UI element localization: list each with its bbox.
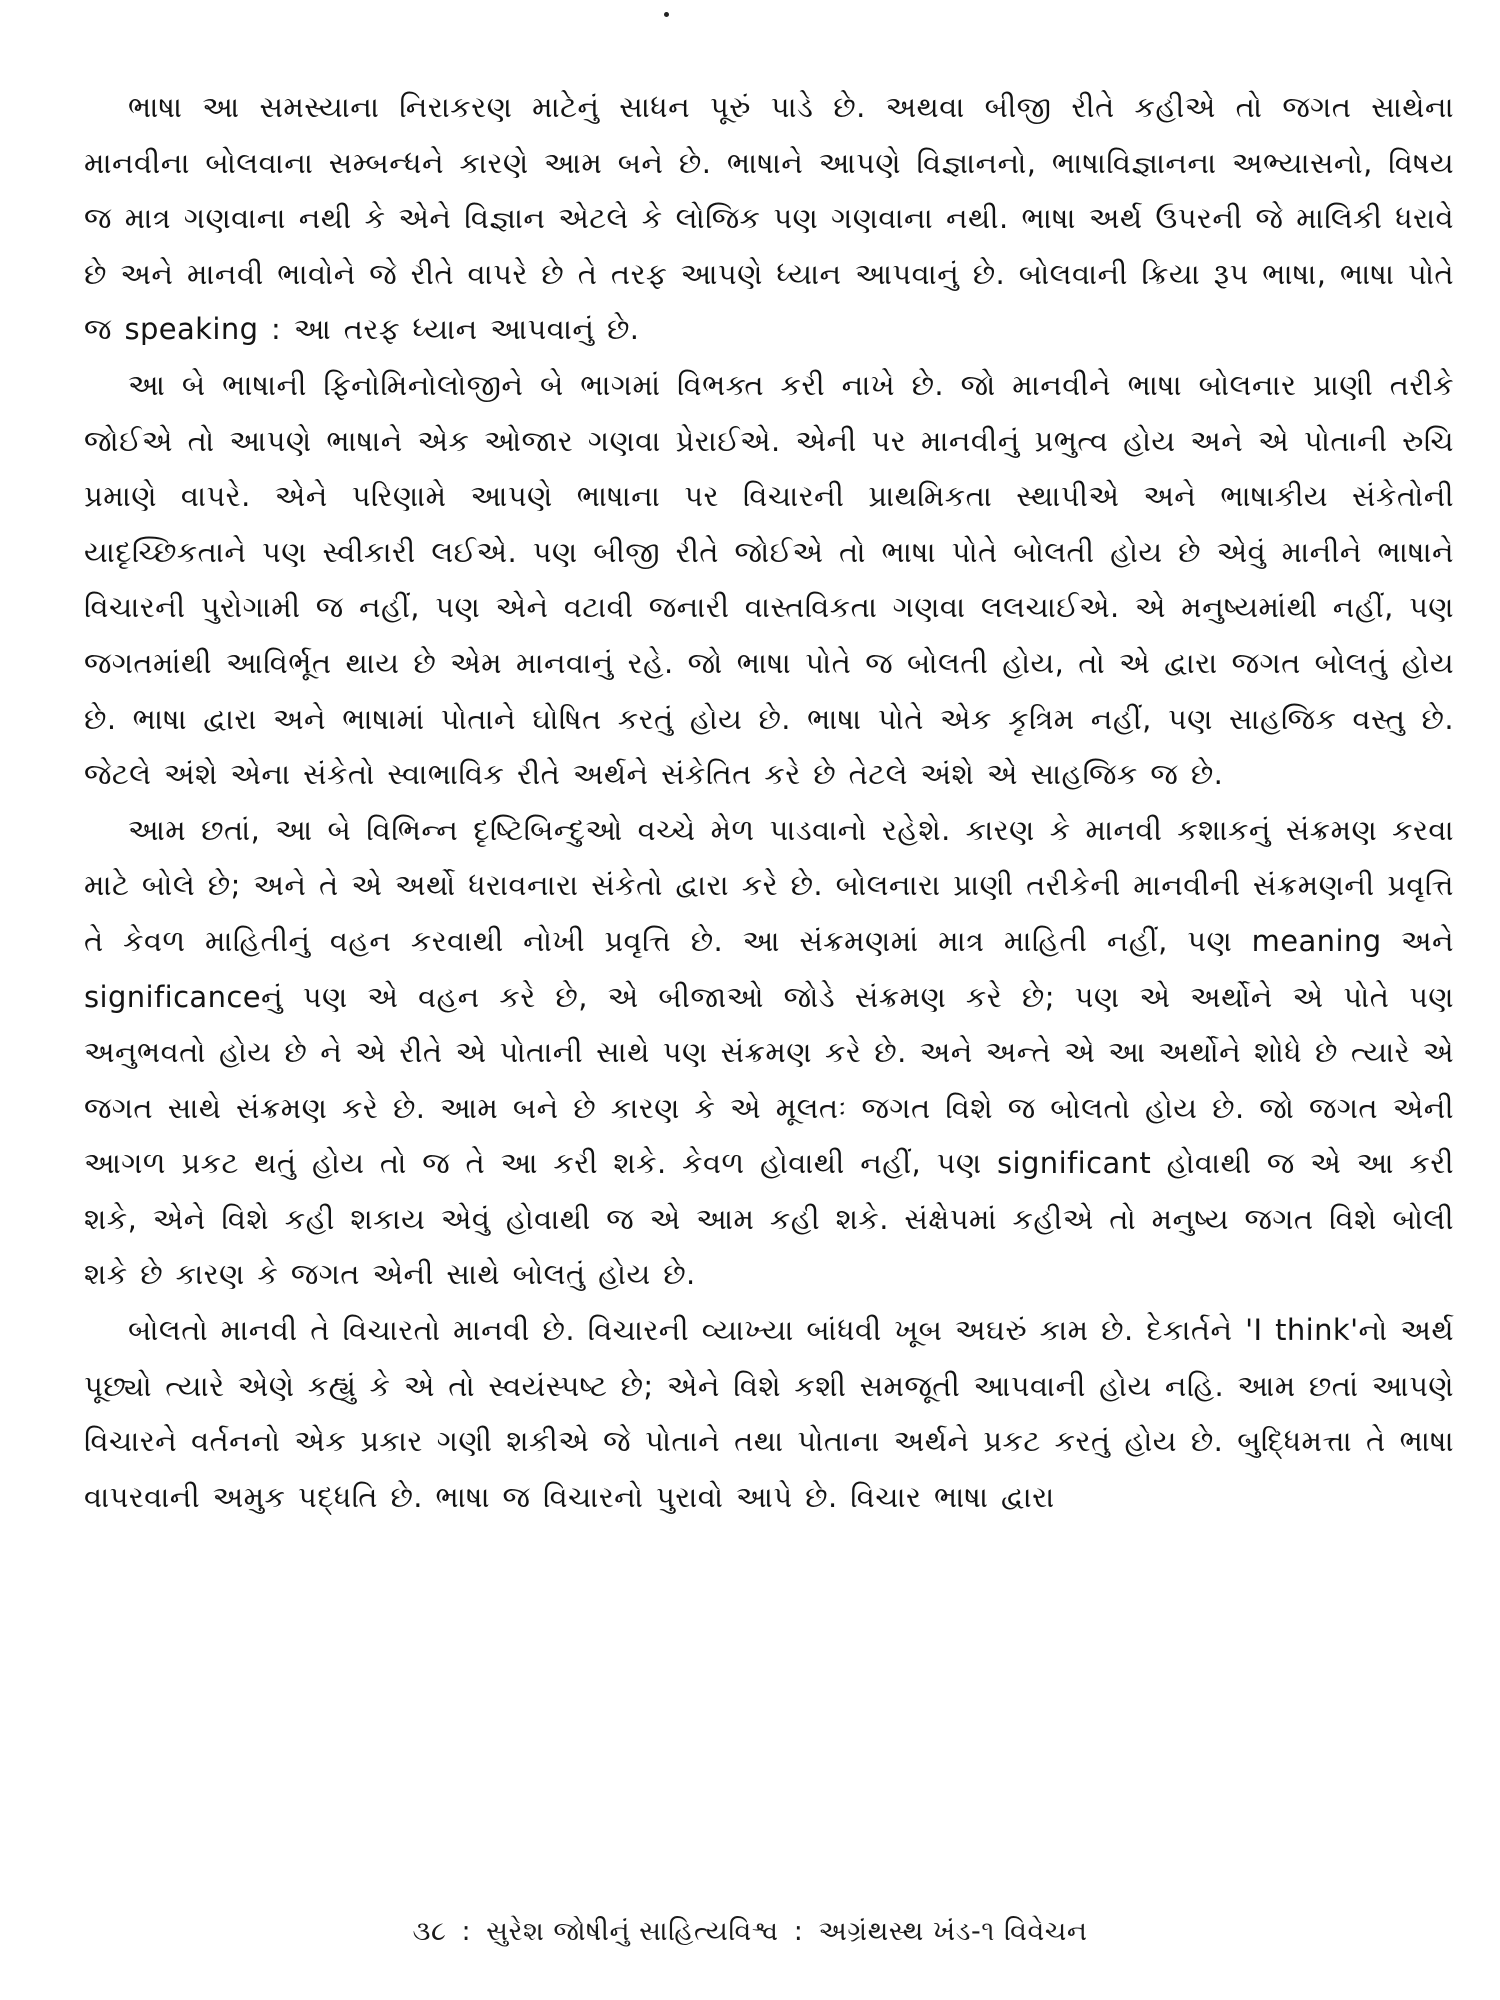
footer-separator: : [793, 1916, 804, 1947]
page-number: ૩૮ [412, 1916, 447, 1947]
paragraph-3: આમ છતાં, આ બે વિભિન્ન દૃષ્ટિબિન્દુઓ વચ્ચે મેળ પાડવાનો રહેશે. કારણ કે માનવી કશાકનું સંક્રમણ કરવા માટે બોલે છે; અને તે એ અર્થો ધરાવનારા સંકેતો દ્વારા કરે છે. બોલનારા પ્રાણી તરીકેની માનવીની સંક્રમણની પ્રવૃત્તિ તે કેવળ માહિતીનું વહન કરવાથી નોખી પ્રવૃત્તિ છે. આ સંક્રમણમાં માત્ર માહિતી નહીં, પણ meaning અને significanceનું પણ એ વહન કરે છે, એ બીજાઓ જોડે સંક્રમણ કરે છે; પણ એ અર્થોને એ પોતે પણ અનુભવતો હોય છે ને એ રીતે એ પોતાની સાથે પણ સંક્રમણ કરે છે. અને અન્તે એ આ અર્થોને શોધે છે ત્યારે એ જગત સાથે સંક્રમણ કરે છે. આમ બને છે કારણ કે એ મૂલતઃ જગત વિશે જ બોલતો હોય છે. જો જગત એની આગળ પ્રકટ થતું હોય તો જ તે આ કરી શકે. કેવળ હોવાથી નહીં, પણ significant હોવાથી જ એ આ કરી શકે, એને વિશે કહી શકાય એવું હોવાથી જ એ આમ કહી શકે. સંક્ષેપમાં કહીએ તો મનુષ્ય જગત વિશે બોલી શકે છે કારણ કે જગત એની સાથે બોલતું હોય છે. [84, 812, 1454, 1292]
top-mark [664, 12, 669, 17]
paragraph-4: બોલતો માનવી તે વિચારતો માનવી છે. વિચારની વ્યાખ્યા બાંધવી ખૂબ અઘરું કામ છે. દેકાર્તને 'I think'નો અર્થ પૂછ્યો ત્યારે એણે કહ્યું કે એ તો સ્વયંસ્પષ્ટ છે; એને વિશે કશી સમજૂતી આપવાની હોય નહિ. આમ છતાં આપણે વિચારને વર્તનનો એક પ્રકાર ગણી શકીએ જે પોતાને તથા પોતાના અર્થને પ્રકટ કરતું હોય છે. બુદ્ધિમત્તા તે ભાષા વાપરવાની અમુક પદ્ધતિ છે. ભાષા જ વિચારનો પુરાવો આપે છે. વિચાર ભાષા દ્વારા [84, 1313, 1454, 1514]
book-title: સુરેશ જોષીનું સાહિત્યવિશ્વ [486, 1916, 779, 1947]
paragraph-1: ભાષા આ સમસ્યાના નિરાકરણ માટેનું સાધન પૂરું પાડે છે. અથવા બીજી રીતે કહીએ તો જગત સાથેના માનવીના બોલવાના સમ્બન્ધને કારણે આમ બને છે. ભાષાને આપણે વિજ્ઞાનનો, ભાષાવિજ્ઞાનના અભ્યાસનો, વિષય જ માત્ર ગણવાના નથી કે એને વિજ્ઞાન એટલે કે લોજિક પણ ગણવાના નથી. ભાષા અર્થ ઉપરની જે માલિકી ધરાવે છે અને માનવી ભાવોને જે રીતે વાપરે છે તે તરફ આપણે ધ્યાન આપવાનું છે. બોલવાની ક્રિયા રૂપ ભાષા, ભાષા પોતે જ speaking : આ તરફ ધ્યાન આપવાનું છે. [84, 90, 1454, 347]
footer-separator: : [461, 1916, 472, 1947]
volume-title: અગ્રંથસ્થ ખંડ-૧ વિવેચન [818, 1916, 1088, 1947]
body-text [84, 80, 1454, 1525]
paragraph-2: આ બે ભાષાની ફિનોમિનોલોજીને બે ભાગમાં વિભક્ત કરી નાખે છે. જો માનવીને ભાષા બોલનાર પ્રાણી તરીકે જોઈએ તો આપણે ભાષાને એક ઓજાર ગણવા પ્રેરાઈએ. એની પર માનવીનું પ્રભુત્વ હોય અને એ પોતાની રુચિ પ્રમાણે વાપરે. એને પરિણામે આપણે ભાષાના પર વિચારની પ્રાથમિકતા સ્થાપીએ અને ભાષાકીય સંકેતોની યાદૃચ્છિકતાને પણ સ્વીકારી લઈએ. પણ બીજી રીતે જોઈએ તો ભાષા પોતે બોલતી હોય છે એવું માનીને ભાષાને વિચારની પુરોગામી જ નહીં, પણ એને વટાવી જનારી વાસ્તવિકતા ગણવા લલચાઈએ. એ મનુષ્યમાંથી નહીં, પણ જગતમાંથી આવિર્ભૂત થાય છે એમ માનવાનું રહે. જો ભાષા પોતે જ બોલતી હોય, તો એ દ્વારા જગત બોલતું હોય છે. ભાષા દ્વારા અને ભાષામાં પોતાને ઘોષિત કરતું હોય છે. ભાષા પોતે એક કૃત્રિમ નહીં, પણ સાહજિક વસ્તુ છે. જેટલે અંશે એના સંકેતો સ્વાભાવિક રીતે અર્થને સંકેતિત કરે છે તેટલે અંશે એ સાહજિક જ છે. [84, 367, 1454, 792]
page-footer [0, 1916, 1500, 1948]
